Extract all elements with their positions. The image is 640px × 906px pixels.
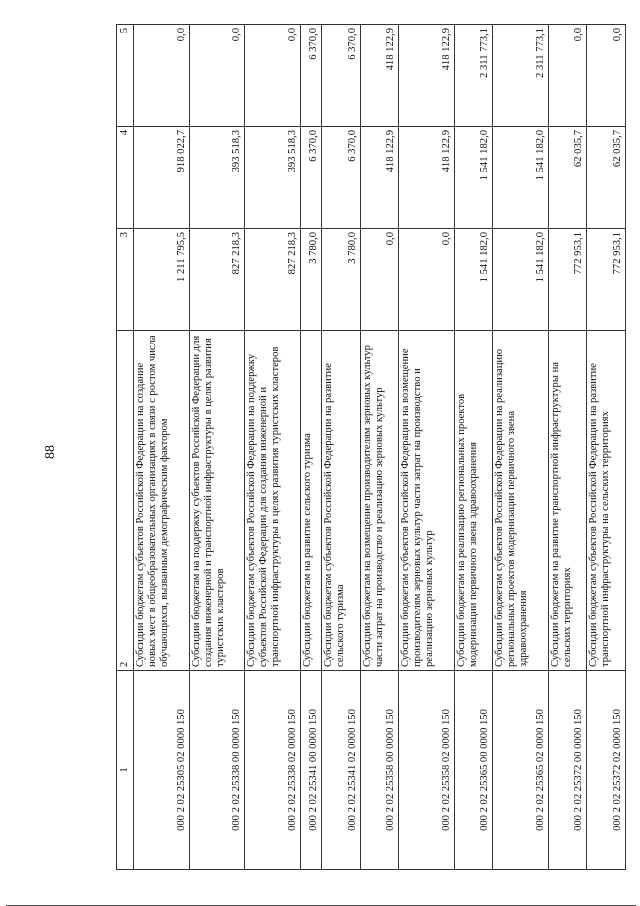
value-cell-5: 418 122,9	[360, 25, 399, 127]
table-row	[245, 25, 301, 870]
column-header: 3	[117, 229, 134, 331]
table-row	[300, 25, 321, 870]
value-cell-4: 1 541 182,0	[454, 127, 493, 229]
value-cell-3: 3 780,0	[300, 229, 321, 331]
code-cell: 000 2 02 25305 02 0000 150	[134, 671, 190, 870]
value-cell-4: 418 122,9	[360, 127, 399, 229]
column-header: 4	[117, 127, 134, 229]
table-row	[360, 25, 399, 870]
table-header-row	[117, 25, 134, 870]
code-cell: 000 2 02 25358 02 0000 150	[399, 671, 455, 870]
code-cell: 000 2 02 25341 02 0000 150	[322, 671, 361, 870]
name-cell: Субсидии бюджетам субъектов Российской Федерации на поддержку субъектов Российской Федерации для создания инженерной и транспортной инфраструктуры в целях развития туристских кластеров	[245, 331, 301, 671]
value-cell-3: 772 953,1	[548, 229, 587, 331]
value-cell-3: 3 780,0	[322, 229, 361, 331]
name-cell: Субсидии бюджетам субъектов Российской Федерации на развитие транспортной инфраструктуры на сельских территориях	[587, 331, 626, 671]
value-cell-4: 1 541 182,0	[493, 127, 549, 229]
value-cell-4: 62 035,7	[587, 127, 626, 229]
value-cell-3: 1 211 795,5	[134, 229, 190, 331]
value-cell-3: 772 953,1	[587, 229, 626, 331]
value-cell-4: 6 370,0	[322, 127, 361, 229]
value-cell-5: 2 311 773,1	[454, 25, 493, 127]
value-cell-3: 0,0	[360, 229, 399, 331]
code-cell: 000 2 02 25365 02 0000 150	[493, 671, 549, 870]
value-cell-3: 1 541 182,0	[493, 229, 549, 331]
table-row	[134, 25, 190, 870]
table-row	[548, 25, 587, 870]
code-cell: 000 2 02 25365 00 0000 150	[454, 671, 493, 870]
table-row	[189, 25, 245, 870]
value-cell-4: 918 022,7	[134, 127, 190, 229]
table-row	[322, 25, 361, 870]
code-cell: 000 2 02 25341 00 0000 150	[300, 671, 321, 870]
value-cell-3: 0,0	[399, 229, 455, 331]
value-cell-5: 0,0	[548, 25, 587, 127]
value-cell-4: 418 122,9	[399, 127, 455, 229]
table-row	[587, 25, 626, 870]
code-cell: 000 2 02 25338 02 0000 150	[245, 671, 301, 870]
value-cell-5: 6 370,0	[322, 25, 361, 127]
value-cell-4: 6 370,0	[300, 127, 321, 229]
name-cell: Субсидии бюджетам субъектов Российской Федерации на создание новых мест в общеобразовательных организациях в связи с ростом числа обучающихся, вызванным демографическим фактором	[134, 331, 190, 671]
value-cell-4: 393 518,3	[245, 127, 301, 229]
value-cell-4: 393 518,3	[189, 127, 245, 229]
name-cell: Субсидии бюджетам субъектов Российской Федерации на развитие сельского туризма	[322, 331, 361, 671]
name-cell: Субсидии бюджетам на возмещение производителям зерновых культур части затрат на производство и реализацию зерновых культур	[360, 331, 399, 671]
value-cell-5: 0,0	[245, 25, 301, 127]
value-cell-5: 0,0	[134, 25, 190, 127]
table-row	[399, 25, 455, 870]
value-cell-3: 827 218,3	[245, 229, 301, 331]
name-cell: Субсидии бюджетам на реализацию региональных проектов модернизации первичного звена здравоохранения	[454, 331, 493, 671]
column-header: 2	[117, 331, 134, 671]
column-header: 1	[117, 671, 134, 870]
name-cell: Субсидии бюджетам на поддержку субъектов Российской Федерации для создания инженерной и транспортной инфраструктуры в целях развития туристских кластеров	[189, 331, 245, 671]
value-cell-3: 827 218,3	[189, 229, 245, 331]
code-cell: 000 2 02 25358 00 0000 150	[360, 671, 399, 870]
value-cell-5: 0,0	[587, 25, 626, 127]
value-cell-5: 418 122,9	[399, 25, 455, 127]
budget-table	[116, 24, 626, 870]
code-cell: 000 2 02 25372 02 0000 150	[587, 671, 626, 870]
column-header: 5	[117, 25, 134, 127]
page-number: 88	[43, 445, 58, 459]
code-cell: 000 2 02 25372 00 0000 150	[548, 671, 587, 870]
value-cell-4: 62 035,7	[548, 127, 587, 229]
name-cell: Субсидии бюджетам субъектов Российской Федерации на реализацию региональных проектов модернизации первичного звена здравоохранения	[493, 331, 549, 671]
name-cell: Субсидии бюджетам на развитие транспортной инфраструктуры на сельских территориях	[548, 331, 587, 671]
value-cell-5: 6 370,0	[300, 25, 321, 127]
value-cell-5: 0,0	[189, 25, 245, 127]
rotated-table-container	[116, 28, 626, 870]
name-cell: Субсидии бюджетам субъектов Российской Федерации на возмещение производителям зерновых культур части затрат на производство и реализацию зерновых культур	[399, 331, 455, 671]
value-cell-3: 1 541 182,0	[454, 229, 493, 331]
value-cell-5: 2 311 773,1	[493, 25, 549, 127]
name-cell: Субсидии бюджетам на развитие сельского туризма	[300, 331, 321, 671]
table-row	[493, 25, 549, 870]
table-row	[454, 25, 493, 870]
code-cell: 000 2 02 25338 00 0000 150	[189, 671, 245, 870]
